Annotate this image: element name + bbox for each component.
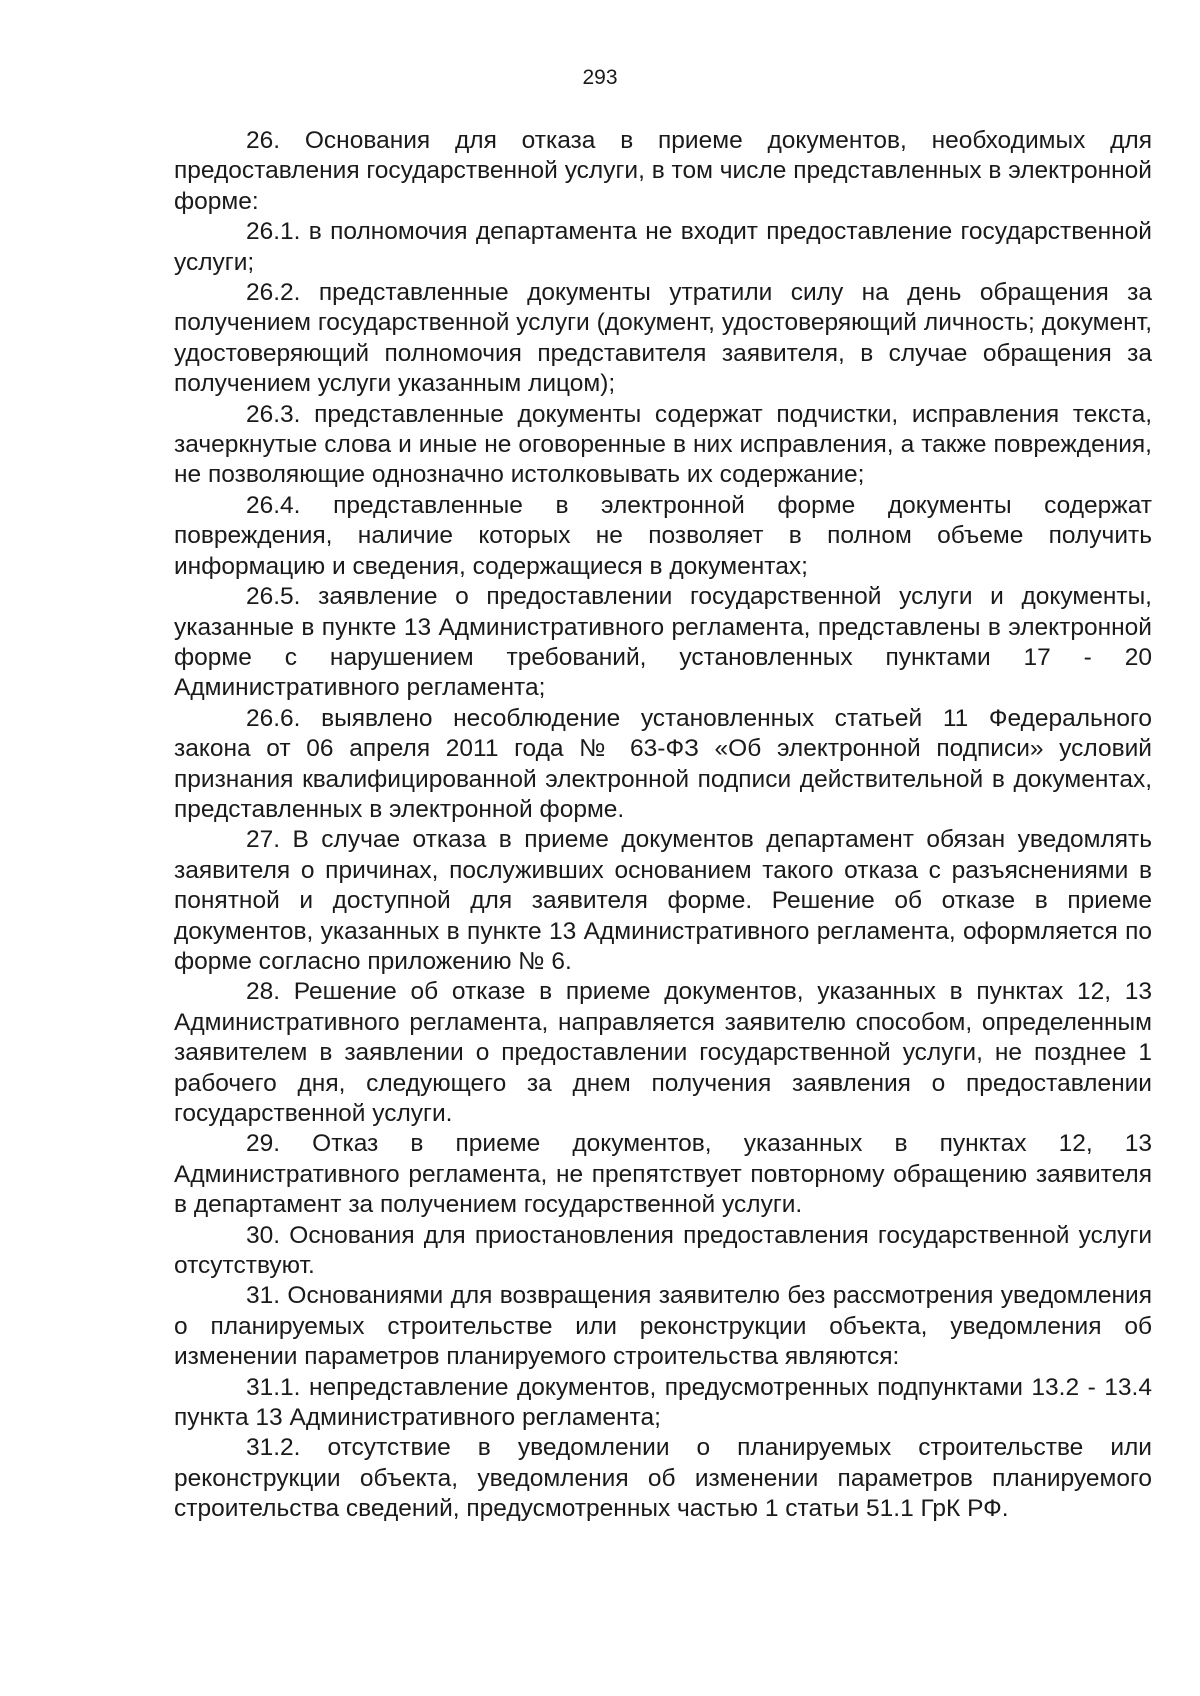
document-body	[174, 126, 1152, 1525]
paragraph-29: 29. Отказ в приеме документов, указанных в пунктах 12, 13 Административного регламента, не препятствует повторному обращению заявителя в департамент за получением государственной услуги.	[174, 1130, 1152, 1219]
paragraph-26-4: 26.4. представленные в электронной форме документы содержат повреждения, наличие которых не позволяет в полном объеме получить информацию и сведения, содержащиеся в документах;	[174, 491, 1152, 580]
paragraph-28: 28. Решение об отказе в приеме документов, указанных в пунктах 12, 13 Административного регламента, направляется заявителю способом, определенным заявителем в заявлении о предоставлении государственной услуги, не позднее 1 рабочего дня, следующего за днем получения заявления о предоставлении государственной услуги.	[174, 978, 1152, 1127]
paragraph-26-5: 26.5. заявление о предоставлении государственной услуги и документы, указанные в пункте 13 Административного регламента, представлены в электронной форме с нарушением требований, установленных пунктами 17 - 20 Административного регламента;	[174, 583, 1152, 702]
paragraph-26-3: 26.3. представленные документы содержат подчистки, исправления текста, зачеркнутые слова и иные не оговоренные в них исправления, а также повреждения, не позволяющие однозначно истолковывать их содержание;	[174, 400, 1152, 489]
paragraph-31-2: 31.2. отсутствие в уведомлении о планируемых строительстве или реконструкции объекта, уведомления об изменении параметров планируемого строительства сведений, предусмотренных частью 1 статьи 51.1 ГрК РФ.	[174, 1434, 1152, 1523]
paragraph-27: 27. В случае отказа в приеме документов департамент обязан уведомлять заявителя о причинах, послуживших основанием такого отказа с разъяснениями в понятной и доступной для заявителя форме. Решение об отказе в приеме документов, указанных в пункте 13 Административного регламента, оформляется по форме согласно приложению № 6.	[174, 826, 1152, 975]
paragraph-26-2: 26.2. представленные документы утратили силу на день обращения за получением государственной услуги (документ, удостоверяющий личность; документ, удостоверяющий полномочия представителя заявителя, в случае обращения за получением услуги указанным лицом);	[174, 279, 1152, 398]
paragraph-26-6: 26.6. выявлено несоблюдение установленных статьей 11 Федерального закона от 06 апреля 2011 года № 63-ФЗ «Об электронной подписи» условий признания квалифицированной электронной подписи действительной в документах, представленных в электронной форме.	[174, 704, 1152, 823]
page-number: 293	[582, 66, 618, 89]
paragraph-26-1: 26.1. в полномочия департамента не входит предоставление государственной услуги;	[174, 218, 1152, 276]
paragraph-26: 26. Основания для отказа в приеме документов, необходимых для предоставления государственной услуги, в том числе представленных в электронной форме:	[174, 127, 1152, 215]
paragraph-30: 30. Основания для приостановления предоставления государственной услуги отсутствуют.	[174, 1221, 1152, 1280]
paragraph-31-1: 31.1. непредставление документов, предусмотренных подпунктами 13.2 - 13.4 пункта 13 Административного регламента;	[174, 1373, 1152, 1432]
paragraph-31: 31. Основаниями для возвращения заявителю без рассмотрения уведомления о планируемых строительстве или реконструкции объекта, уведомления об изменении параметров планируемого строительства являются:	[174, 1282, 1152, 1371]
